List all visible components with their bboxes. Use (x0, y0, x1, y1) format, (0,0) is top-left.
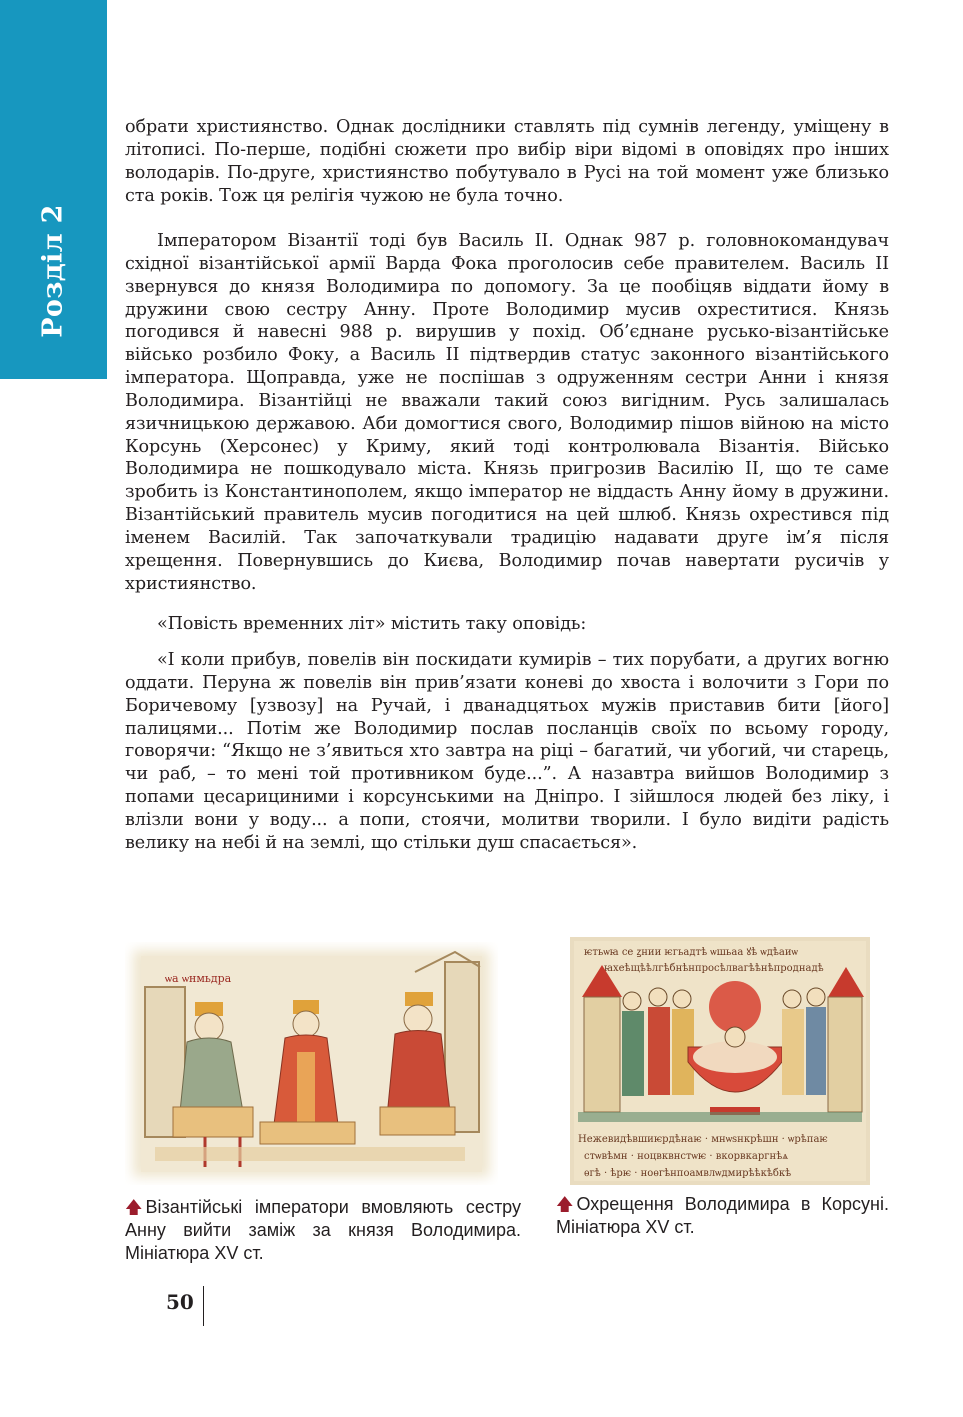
figure-caption-left: 🡅 Візантійські імператори вмовляють сестру Анну вийти заміж за князя Володимира. Мініатюра XV ст. (125, 1197, 521, 1263)
page-number: 50 (166, 1290, 194, 1314)
miniature-emperors-and-anna (125, 942, 498, 1185)
paragraph-2: Імператором Візантії тоді був Василь ІІ. Однак 987 р. головнокомандувач східної візантійської армії Варда Фока проголосив себе правителем. Василь ІІ звернувся до князя Володимира по допомогу. За це пообіцяв віддати йому в дружини свою сестру Анну. Проте Володимир мусив охреститися. Князь погодився й навесні 988 р. вирушив у похід. Об’єднане русько-візантійське військо розбило Фоку, а Василь ІІ підтвердив статус законного візантійського імператора. Щоправда, уже не поспішав з одруженням сестри Анни і князя Володимира. Візантійці не вважали такий союз вигідним. Русь залишалась язичницькою державою. Аби домогтися свого, Володимир пішов війною на місто Корсунь (Херсонес) у Криму, який тоді контролювала Візантія. Військо Володимира не пошкодувало міста. Князь пригрозив Василію ІІ, що те саме зробить із Константинополем, якщо імператор не віддасть Анну йому в дружини. Візантійський правитель мусив погодитися на цей шлюб. Князь охрестився під іменем Василій. Так започаткували традицію надавати друге ім’я після хрещення. Повернувшись до Києва, Володимир почав навертати русичів у християнство. (125, 231, 889, 594)
section-tab (0, 0, 107, 379)
arrow-up-icon: 🡅 (125, 1198, 143, 1217)
chronicle-quote: «І коли прибув, повелів він поскидати кумирів – тих порубати, а других вогню оддати. Перуна ж повелів він прив’язати коневі до хвоста і волочити з Гори по Боричевому [узвозу] на Ручай, і дванадцятьох мужів приставив бити [його] палицями... Потім же Володимир послав посланців своїх по всьому городу, говорячи: “Якщо не з’явиться хто завтра на ріці – багатий, чи убогий, чи старець, чи раб, – то мені той противником буде...”. А назавтра вийшов Володимир з попами цесарициними і корсунськими на Дніпро. І зійшлося людей без ліку, і влізли вони у воду... а попи, стоячи, молитви творили. І було видіти радість велику на небі й на землі, що стільки душ спасається». (125, 650, 889, 853)
page-number-divider (203, 1286, 204, 1326)
paragraph-1: обрати християнство. Однак дослідники ставлять під сумнів легенду, уміщену в літописі. По-перше, подібні сюжети про вибір віри відомі в оповідях про інших володарів. По-друге, християнство побутувало в Русі на той момент уже близько ста років. Тож ця релігія чужою не була точно. (125, 117, 889, 206)
svg-text:Нежевидѣвшиѥрдѣнаѥ · мнѡѕнкрѣш: Нежевидѣвшиѥрдѣнаѥ · мнѡѕнкрѣшн · ѡрѣпаѥ (578, 1134, 828, 1145)
svg-text:ѥтьѡꙗ се ꙁнии ѥгьадтѣ ѡшьаа ꙋ: ѥтьѡꙗ се ꙁнии ѥгьадтѣ ѡшьаа ꙋѣ ѡдѣаиѡ (584, 947, 798, 958)
svg-text:стѡвѣмн · ноцвквнстѡѥ · вкорвк: стѡвѣмн · ноцвквнстѡѥ · вкорвкаргнѣѧ (584, 1151, 789, 1162)
miniature-baptism-of-volodymyr (570, 937, 870, 1185)
section-tab-label: Розділ 2 (37, 204, 69, 338)
arrow-up-icon: 🡅 (556, 1195, 574, 1214)
svg-text:ѳгѣ · ѣрѥ · ноѳгѣнпоамвлѡдмирѣ: ѳгѣ · ѣрѥ · ноѳгѣнпоамвлѡдмирѣѣкѣбкѣ (584, 1168, 792, 1179)
figure-caption-right: 🡅 Охрещення Володимира в Корсуні. Мініатюра XV ст. (556, 1194, 889, 1237)
paragraph-3: «Повість временних літ» містить таку оповідь: (157, 614, 587, 634)
svg-text:ѡа ѡнмьдра: ѡа ѡнмьдра (165, 972, 232, 985)
svg-text:ꙗхеѣщѣѣлгѣбнѣнпросѣлвагѣѣнѣпро: ꙗхеѣщѣѣлгѣбнѣнпросѣлвагѣѣнѣпроднадѣ (604, 963, 824, 974)
